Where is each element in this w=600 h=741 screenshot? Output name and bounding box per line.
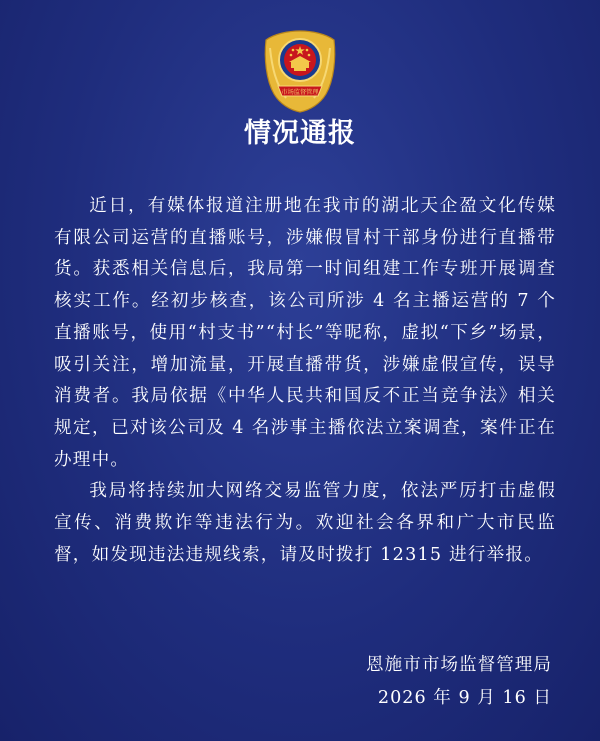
notice-paragraph-1: 近日，有媒体报道注册地在我市的湖北天企盈文化传媒有限公司运营的直播账号，涉嫌假冒村干部身份进行直播带货。获悉相关信息后，我局第一时间组建工作专班开展调查核实工作。经初步核查，该公司所涉 4 名主播运营的 7 个直播账号，使用“村支书”“村长”等昵称，虚拟“下乡”场景，吸引关注，增加流量，开展直播带货，涉嫌虚假宣传，误导消费者。我局依据《中华人民共和国反不正当竞争法》相关规定，已对该公司及 4 名涉事主播依法立案调查，案件正在办理中。 xyxy=(54,196,556,470)
notice-paragraph-2: 我局将持续加大网络交易监管力度，依法严厉打击虚假宣传、消费欺诈等违法行为。欢迎社会各界和广大市民监督，如发现违法违规线索，请及时拨打 12315 进行举报。 xyxy=(54,481,556,565)
notice-title: 情况通报 xyxy=(244,118,356,149)
badge-ribbon-text: 市场监督管理 xyxy=(281,89,319,96)
notice-signature xyxy=(366,649,552,715)
issuer-name: 恩施市市场监督管理局 xyxy=(366,655,552,675)
notice-body xyxy=(54,191,556,571)
issue-date: 2026 年 9 月 16 日 xyxy=(377,688,552,708)
market-supervision-badge-icon xyxy=(262,28,338,114)
